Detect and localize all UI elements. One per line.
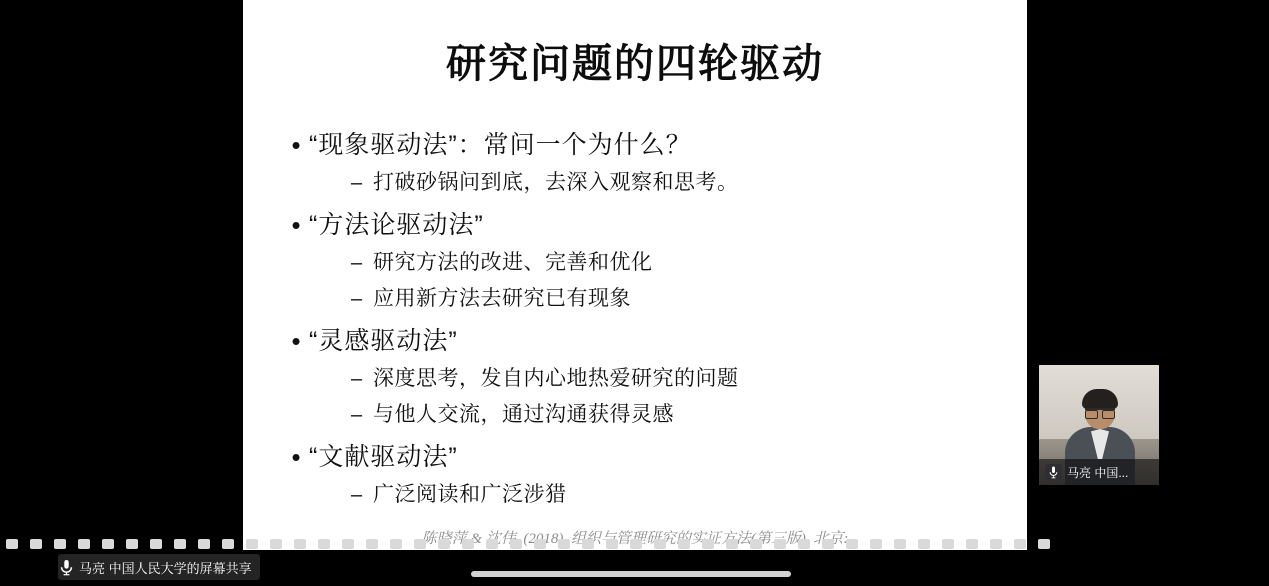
border-dash bbox=[942, 539, 954, 549]
page-title: 研究问题的四轮驱动 bbox=[446, 42, 824, 86]
bullet-text: “现象驱动法”：常问一个为什么？ bbox=[309, 131, 692, 159]
bullet-marker-icon: • bbox=[291, 326, 301, 356]
slide-canvas bbox=[243, 0, 1027, 586]
sub-bullet-text: 广泛阅读和广泛涉猎 bbox=[373, 483, 567, 506]
bullet-list bbox=[283, 118, 1009, 510]
border-dash bbox=[414, 539, 426, 549]
bullet-text: “方法论驱动法” bbox=[309, 211, 484, 239]
border-dash bbox=[270, 539, 282, 549]
border-dash bbox=[1038, 539, 1050, 549]
border-dash bbox=[678, 539, 690, 549]
border-dash bbox=[486, 539, 498, 549]
border-dash bbox=[150, 539, 162, 549]
bullet-text: “灵感驱动法” bbox=[309, 327, 458, 355]
person-glasses bbox=[1085, 408, 1115, 415]
participant-video-thumbnail[interactable] bbox=[1039, 365, 1159, 485]
border-dash bbox=[846, 539, 858, 549]
border-dash bbox=[54, 539, 66, 549]
sub-bullet-marker-icon: – bbox=[351, 252, 363, 274]
list-item bbox=[283, 128, 1009, 162]
sub-bullet-text: 与他人交流，通过沟通获得灵感 bbox=[373, 403, 674, 426]
list-item bbox=[351, 364, 1009, 394]
sub-bullet-text: 深度思考，发自内心地热爱研究的问题 bbox=[373, 367, 739, 390]
border-dash bbox=[702, 539, 714, 549]
sub-bullet-text: 研究方法的改进、完善和优化 bbox=[373, 251, 653, 274]
border-dash bbox=[990, 539, 1002, 549]
border-dash bbox=[366, 539, 378, 549]
bullet-text: “文献驱动法” bbox=[309, 443, 458, 471]
sub-bullet-text: 打破砂锅问到底，去深入观察和思考。 bbox=[373, 171, 739, 194]
bullet-marker-icon: • bbox=[291, 210, 301, 240]
bullet-marker-icon: • bbox=[291, 442, 301, 472]
microphone-icon[interactable] bbox=[1045, 464, 1062, 481]
microphone-icon[interactable] bbox=[60, 559, 73, 576]
sharer-status-pill[interactable] bbox=[58, 554, 260, 580]
sub-bullet-marker-icon: – bbox=[351, 484, 363, 506]
border-dash bbox=[726, 539, 738, 549]
border-dash bbox=[558, 539, 570, 549]
scrollbar-thumb[interactable] bbox=[471, 571, 791, 577]
sub-bullet-marker-icon: – bbox=[351, 172, 363, 194]
border-dash bbox=[6, 539, 18, 549]
letterbox-left bbox=[0, 0, 243, 550]
sub-bullet-marker-icon: – bbox=[351, 288, 363, 310]
border-dash bbox=[918, 539, 930, 549]
border-dash bbox=[390, 539, 402, 549]
border-dash bbox=[318, 539, 330, 549]
horizontal-scrollbar[interactable] bbox=[243, 571, 1027, 577]
border-dash bbox=[894, 539, 906, 549]
list-item bbox=[283, 440, 1009, 474]
border-dash bbox=[462, 539, 474, 549]
border-dash bbox=[30, 539, 42, 549]
list-item bbox=[351, 480, 1009, 510]
border-dash bbox=[822, 539, 834, 549]
border-dash bbox=[870, 539, 882, 549]
sharer-label: 马亮 中国人民大学的屏幕共享 bbox=[79, 560, 252, 576]
border-dash bbox=[174, 539, 186, 549]
border-dash bbox=[438, 539, 450, 549]
border-dash bbox=[750, 539, 762, 549]
border-dash bbox=[294, 539, 306, 549]
list-item bbox=[351, 400, 1009, 430]
list-item bbox=[351, 248, 1009, 278]
bottom-bar bbox=[0, 550, 1269, 586]
list-item bbox=[351, 284, 1009, 314]
border-dash bbox=[606, 539, 618, 549]
border-dash bbox=[798, 539, 810, 549]
border-dash bbox=[222, 539, 234, 549]
person-hair bbox=[1082, 389, 1118, 409]
sub-bullet-marker-icon: – bbox=[351, 404, 363, 426]
citation-line: & 沈伟. 组织与管理研究的实证方法(第三版). bbox=[470, 531, 810, 547]
border-dash bbox=[126, 539, 138, 549]
border-dash bbox=[510, 539, 522, 549]
border-dash bbox=[1014, 539, 1026, 549]
border-dash bbox=[78, 539, 90, 549]
border-dash bbox=[198, 539, 210, 549]
shared-screen-content[interactable] bbox=[243, 0, 1027, 586]
border-dash bbox=[654, 539, 666, 549]
border-dash bbox=[342, 539, 354, 549]
sub-bullet-marker-icon: – bbox=[351, 368, 363, 390]
participant-name: 马亮 中国... bbox=[1067, 465, 1129, 480]
border-dash bbox=[582, 539, 594, 549]
border-dash bbox=[966, 539, 978, 549]
sub-bullet-text: 应用新方法去研究已有现象 bbox=[373, 287, 631, 310]
border-dash bbox=[774, 539, 786, 549]
border-dash bbox=[246, 539, 258, 549]
list-item bbox=[283, 324, 1009, 358]
border-dash bbox=[102, 539, 114, 549]
video-name-overlay bbox=[1039, 459, 1159, 485]
screen-share-border-indicator bbox=[0, 538, 1269, 550]
border-dash bbox=[534, 539, 546, 549]
list-item bbox=[351, 168, 1009, 198]
list-item bbox=[283, 208, 1009, 242]
border-dash bbox=[630, 539, 642, 549]
bullet-marker-icon: • bbox=[291, 130, 301, 160]
